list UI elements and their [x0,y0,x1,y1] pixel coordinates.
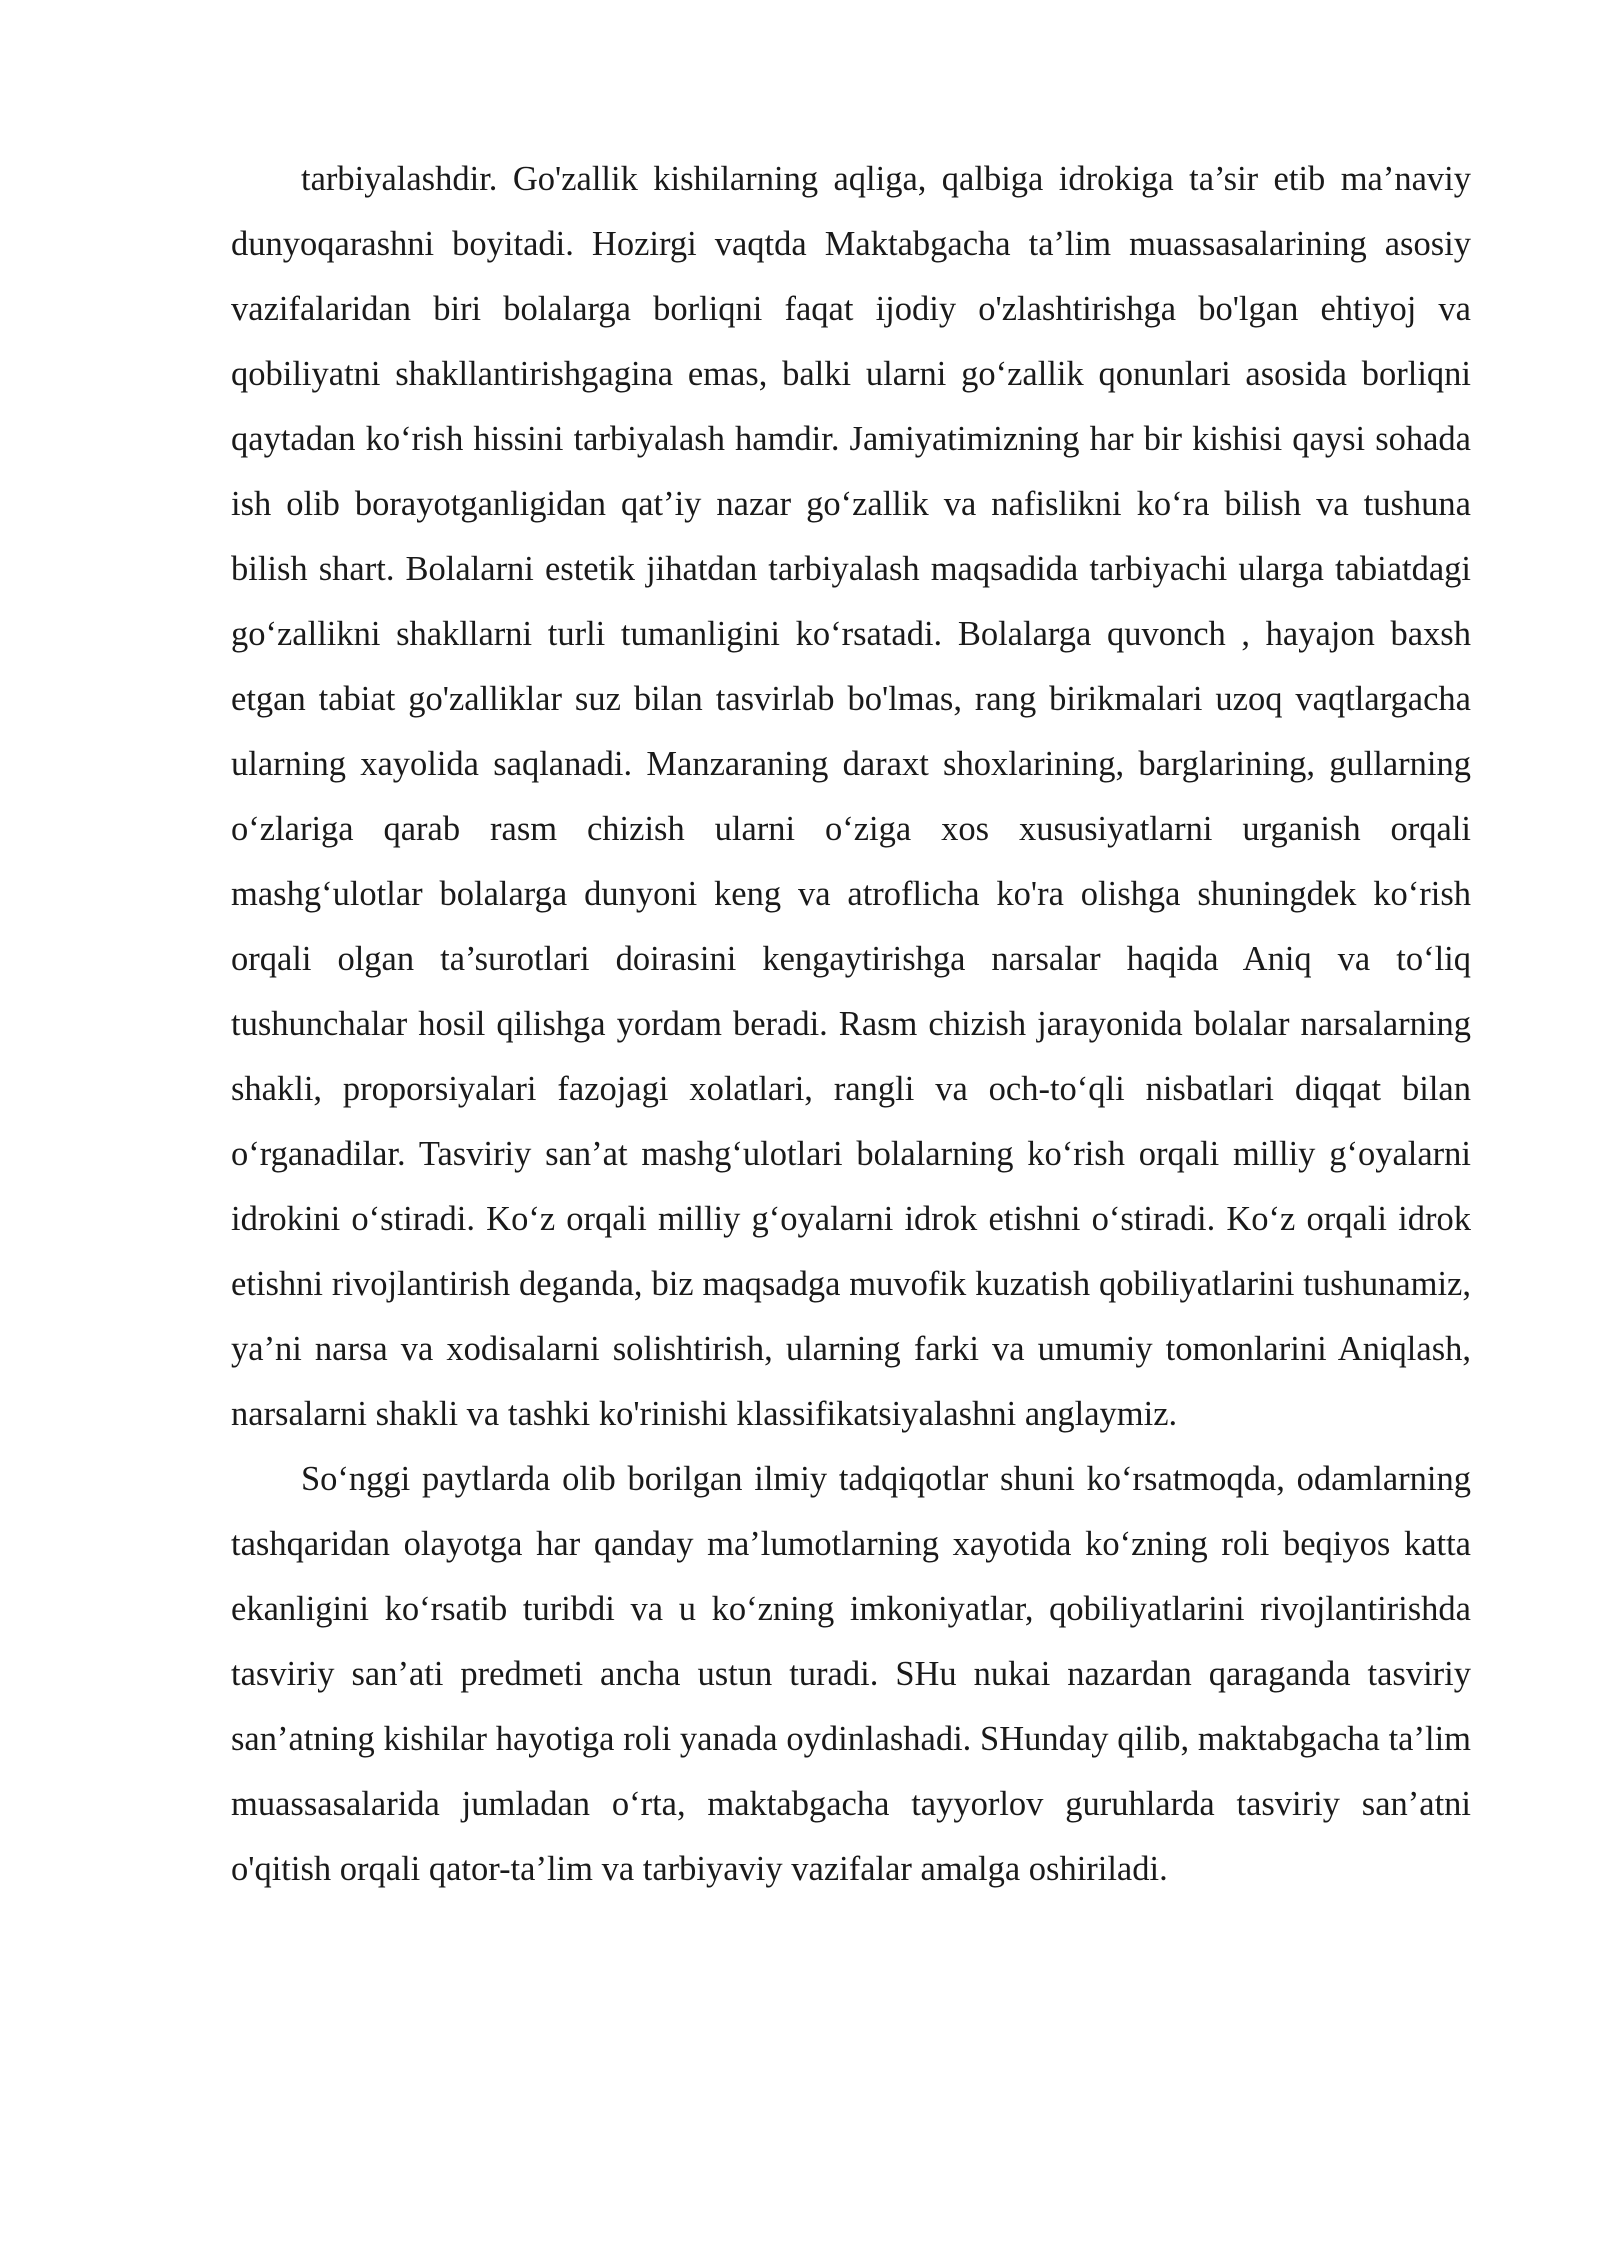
body-text [231,147,1471,1902]
paragraph-2: So‘nggi paytlarda olib borilgan ilmiy tadqiqotlar shuni ko‘rsatmoqda, odamlarning tashqaridan olayotga har qanday ma’lumotlarning xayotida ko‘zning roli beqiyos katta ekanligini ko‘rsatib turibdi va u ko‘zning imkoniyatlar, qobiliyatlarini rivojlantirishda tasviriy san’ati predmeti ancha ustun turadi. SHu nukai nazardan qaraganda tasviriy san’atning kishilar hayotiga roli yanada oydinlashadi. SHunday qilib, maktabgacha ta’lim muassasalarida jumladan o‘rta, maktabgacha tayyorlov guruhlarda tasviriy san’atni o'qitish orqali qator-ta’lim va tarbiyaviy vazifalar amalga oshiriladi. [231,1460,1471,1888]
paragraph-1: tarbiyalashdir. Go'zallik kishilarning aqliga, qalbiga idrokiga ta’sir etib ma’naviy dunyoqarashni boyitadi. Hozirgi vaqtda Maktabgacha ta’lim muassasalarining asosiy vazifalaridan biri bolalarga borliqni faqat ijodiy o'zlashtirishga bo'lgan ehtiyoj va qobiliyatni shakllantirishgagina emas, balki ularni go‘zallik qonunlari asosida borliqni qaytadan ko‘rish hissini tarbiyalash hamdir. Jamiyatimizning har bir kishisi qaysi sohada ish olib borayotganligidan qat’iy nazar go‘zallik va nafislikni ko‘ra bilish va tushuna bilish shart. Bolalarni estetik jihatdan tarbiyalash maqsadida tarbiyachi ularga tabiatdagi go‘zallikni shakllarni turli tumanligini ko‘rsatadi. Bolalarga quvonch , hayajon baxsh etgan tabiat go'zalliklar suz bilan tasvirlab bo'lmas, rang birikmalari uzoq vaqtlargacha ularning xayolida saqlanadi. Manzaraning daraxt shoxlarining, barglarining, gullarning o‘zlariga qarab rasm chizish ularni o‘ziga xos xususiyatlarni urganish orqali mashg‘ulotlar bolalarga dunyoni keng va atroflicha ko'ra olishga shuningdek ko‘rish orqali olgan ta’surotlari doirasini kengaytirishga narsalar haqida Aniq va to‘liq tushunchalar hosil qilishga yordam beradi. Rasm chizish jarayonida bolalar narsalarning shakli, proporsiyalari fazojagi xolatlari, rangli va och-to‘qli nisbatlari diqqat bilan o‘rganadilar. Tasviriy san’at mashg‘ulotlari bolalarning ko‘rish orqali milliy g‘oyalarni idrokini o‘stiradi. Ko‘z orqali milliy g‘oyalarni idrok etishni o‘stiradi. Ko‘z orqali idrok etishni rivojlantirish deganda, biz maqsadga muvofik kuzatish qobiliyatlarini tushunamiz, ya’ni narsa va xodisalarni solishtirish, ularning farki va umumiy tomonlarini Aniqlash, narsalarni shakli va tashki ko'rinishi klassifikatsiyalashni anglaymiz. [231,160,1471,1433]
